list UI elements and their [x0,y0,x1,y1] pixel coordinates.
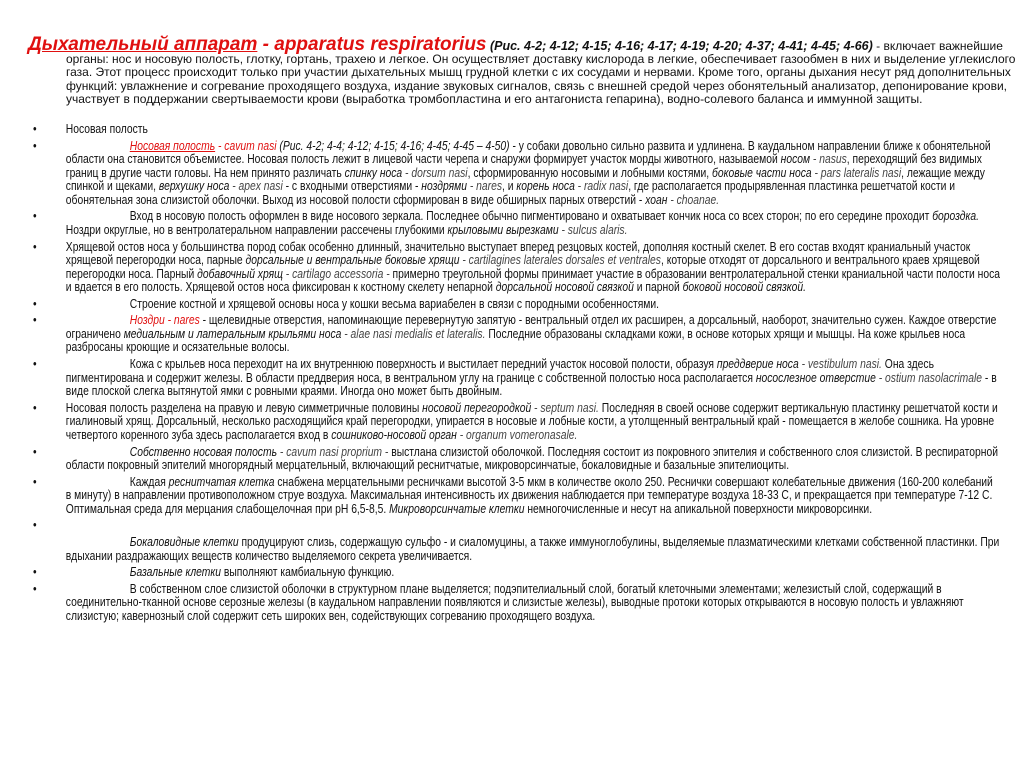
item-text [66,241,1001,295]
slide-title: Дыхательный аппарат [28,34,258,55]
slide-title: - apparatus respiratorius [257,34,487,55]
text-segment: выполняют камбиальную функцию. [221,565,395,580]
item-text [66,446,1001,473]
term: носовой перегородкой [422,400,532,415]
latin-term: - dorsum nasi [402,165,468,180]
item-text [66,358,1001,399]
bullet-icon: • [33,581,37,596]
term: боковой носовой связкой. [682,280,807,295]
item-text [66,210,1001,237]
text-segment: Последние образованы складками кожи, в основе которых хрящи и мышцы. На коже крыльев носа разбросаны кроющие и осязательные волосы. [65,326,966,355]
term: добавочный хрящ [197,266,283,281]
latin-term: - choanae. [667,192,720,207]
list-item [33,298,1001,312]
term: Ноздри - nares [129,313,200,328]
text-segment: Строение костной и хрящевой основы носа у кошки весьма вариабелен в связи с породными особенностями. [129,296,660,311]
term: хоан [645,192,668,207]
term: носослезное отверстие [755,370,876,385]
term: Микроворсинчатые клетки [389,501,525,516]
text-segment: - в виде плоской слегка вытянутой ямки с ровными краями. Иногда оно может быть двойным. [65,370,997,399]
term: (Рис. 4-2; 4-4; 4-12; 4-15; 4-16; 4-45; 4-45 – 4-50) [276,138,510,153]
term: верхушку носа [158,179,230,194]
latin-term: - cartilagines laterales dorsales et ventrales [459,253,661,268]
list-item [33,566,1001,580]
text-segment: , переходящий без видимых границ в другие части головы. На нем принято различать [65,152,982,180]
term: сошниково-носовой орган [331,427,457,442]
text-segment: снабжена мерцательными ресничками высотой 3-5 мкм в количестве около 250. Реснички совершают колебательные движения (160-200 колебаний в минуту) в направлении противоположном струе воздуха. Максимальная интенсивность их движения наблюдается при температуре воздуха 18-33 С, и прекращается при температуре 7-12 С. Оптимальная среда для мерцания слабощелочная при рН 6,5-8,5. [65,474,993,516]
list-item [33,241,1001,295]
text-segment: Ноздри округлые, но в вентролатеральном направлении рассечены глубокими [65,222,448,237]
latin-term: - alae nasi medialis et lateralis. [341,326,486,341]
list-item [33,536,1001,563]
item-text [66,140,1001,208]
text-segment: , и [502,179,517,194]
bullet-icon: • [33,138,37,153]
term: Базальные клетки [129,565,222,580]
latin-term: - cartilago accessoria - [282,266,390,281]
term: ноздрями [421,179,467,194]
text-segment: В собственном слое слизистой оболочки в структурном плане выделяется; подэпителиальный слой, богатый клеточными элементами; железистый слой, содержащий в соединительно-тканной основе серозные железы (в каудальном направлении появляются и слизистые железы), выводные протоки которых открываются в носовую полость и увлажняют слизистую; кавернозный слой содержит сеть широких вен, содействующих согреванию проходящего воздуха. [65,581,964,623]
item-text [66,298,1001,312]
item-text [66,566,1001,580]
list-item [33,476,1001,517]
latin-term: - nasus [810,152,847,167]
list-item [33,358,1001,399]
latin-term: - vestibulum nasi. [798,357,882,372]
term: боковые части носа [712,165,812,180]
text-segment: Каждая [129,474,169,489]
text-segment: - включает важнейшие органы: нос и носовую полость, глотку, гортань, трахею и легкое. Он осуществляет доставку кислорода в легкие, обеспечивает газообмен в них и выделение углекислого газа. Этот процесс происходит только при участии дыхательных мышц грудной клетки с их сосудами и нервами. Кроме того, органы дыхания несут ряд дополнительных функций: увлажнение и согревание проходящего воздуха, издание звуковых сигналов, связь с внешней средой через обонятельный анализатор, депонирование крови, участвует в поддержании свертываемости крови (выработка тромбопластина и его антагониста гепарина), водно-солевого баланса и иммунной защиты. [66,39,1016,106]
term: - cavum nasi [215,138,277,153]
list-item [33,314,1001,355]
text-segment: Хрящевой остов носа у большинства пород собак особенно длинный, значительно выступает вперед резцовых костей, дополняя костный скелет. В его состав входят краниальный участок хрящевой перегородки носа, парные [65,239,971,268]
term: спинку носа [344,165,403,180]
text-segment: Носовая полость [65,122,148,136]
list-item [33,402,1001,443]
latin-term: - cavum nasi proprium - [277,444,389,459]
term: Бокаловидные клетки [129,535,239,550]
text-segment: , где располагается продырявленная пластинка решетчатой кости и обонятельная зона слизистой оболочки. Выход из носовой полости сформирован в виде обширных парных отверстий - [65,179,956,207]
bullet-icon: • [33,400,37,415]
latin-term: - ostium nasolacrimale [875,370,983,385]
text-segment: Вход в носовую полость оформлен в виде носового зеркала. Последнее обычно пигментировано и охватывает кончик носа со всех сторон; по его середине проходит [129,209,933,224]
bullet-icon: • [33,444,37,459]
bullet-icon: • [33,122,37,136]
term: бороздка. [932,209,979,224]
latin-term: - apex nasi [229,179,283,194]
text-segment: выстлана слизистой оболочкой. Последняя состоит из покровного эпителия и собственного слоя слизистой. В респираторной области покровный эпителий многорядный мерцательный, включающий реснитчатые, микроворсинчатые, бокаловидные и базальные эпителиоциты. [65,444,998,472]
figure-reference: (Рис. 4-2; 4-12; 4-15; 4-16; 4-17; 4-19; 4-20; 4-37; 4-41; 4-45; 4-66) [486,39,873,53]
bullet-icon: • [33,565,37,580]
text-segment: , лежащие между спинкой и щеками, [65,165,985,194]
text-segment: - у собаки довольно сильно развита и удлинена. В каудальном направлении ближе к обонятельной области она становится объемистее. Носовая полость лежит в лицевой части черепа и снаружи формирует участок морды животного, называемой [65,138,991,167]
text-segment: продуцируют слизь, содержащую сульфо - и сиаломуцины, а также иммуноглобулины, выделяемые плазматическими клетками собственной пластинки. При вдыхании раздражающих веществ количество выделяемого секрета увеличивается. [65,535,1000,563]
term: преддверие носа [716,357,799,372]
bullet-icon: • [33,296,37,311]
latin-term: - pars lateralis nasi [811,165,902,180]
term: дорсальные и вентральные боковые хрящи [245,253,460,268]
item-text [66,402,1001,443]
text-segment: Носовая полость разделена на правую и левую симметричные половины [65,400,423,415]
item-text [66,476,1001,517]
term: дорсальной носовой связкой [495,280,634,295]
latin-term: - organum vomeronasale. [456,427,578,442]
bullet-icon: • [33,209,37,224]
term: реснитчатая клетка [168,474,275,489]
bullet-icon: • [33,357,37,372]
term: крыловыми вырезками [447,222,559,237]
bullet-icon: • [33,313,37,328]
item-text [66,123,1001,137]
list-item [33,446,1001,473]
term: Носовая полость [129,138,216,153]
item-text [66,536,1001,563]
text-segment: - с входными отверстиями - [282,179,422,194]
term: медиальным и латеральным крыльями носа [123,326,342,341]
text-segment: и парной [633,280,683,295]
intro-paragraph [28,34,1024,106]
bullet-icon: • [33,518,37,533]
term: Собственно носовая полость [129,444,278,459]
list-item [33,519,1001,533]
bullet-icon: • [33,474,37,489]
latin-term: - nares [466,179,503,194]
text-segment: , которые отходят от дорсального и вентрального краев хрящевой перегородки носа. Парный [65,253,980,281]
text-segment: Она здесь пигментирована и содержит железы. В области преддверия носа, в вентральном углу на границе с собственной полостью носа располагается [65,357,934,385]
item-text [66,583,1001,624]
latin-term: - septum nasi. [531,400,599,415]
bullet-icon: • [33,239,37,254]
text-segment: , сформированную носовыми и лобными костями, [467,165,713,180]
text-segment: Кожа с крыльев носа переходит на их внутреннюю поверхность и выстилает передний участок носовой полости, образуя [129,357,717,372]
text-segment: примерно треугольной формы принимает участие в образовании вентролатеральной стенки краниальной части полости носа и вдается в его полость. Хрящевой остов носа фиксирован к костному скелету непарной [65,266,1000,295]
list-item [33,140,1001,208]
text-segment: - щелевидные отверстия, напоминающие перевернутую запятую - вентральный отдел их расширен, а дорсальный, наоборот, значительно сужен. Каждое отверстие ограничено [65,313,997,341]
term: корень носа [516,179,575,194]
list-item [33,583,1001,624]
latin-term: - radix nasi [574,179,629,194]
term: носом [780,152,811,167]
bullet-list [33,123,1001,627]
item-text [66,314,1001,355]
text-segment: Последняя в своей основе содержит вертикальную пластинку решетчатой кости и гиалиновый хрящ. Дорсальный, несколько расходящийся край перегородки, упирается в носовые и лобные кости, а утолщенный вентральный край - помещается в желобе сошника. На уровне четвертого коренного зуба здесь располагается вход в [65,400,998,442]
list-item [33,123,1001,137]
list-item [33,210,1001,237]
text-segment: немногочисленные и несут на апикальной поверхности микроворсинки. [524,501,873,516]
latin-term: - sulcus alaris. [558,222,628,237]
